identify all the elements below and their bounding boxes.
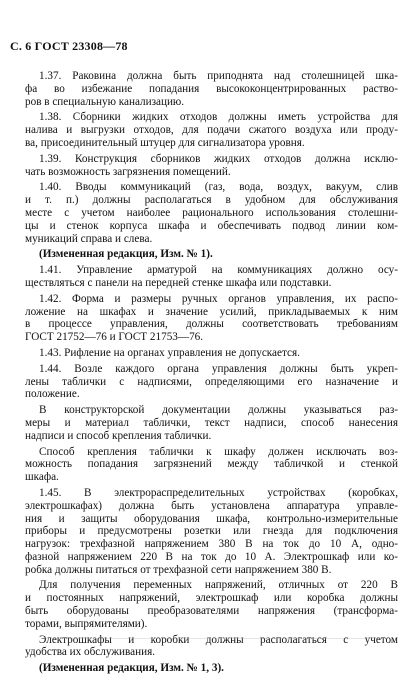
text-line: налива и выгрузки отходов, для подачи сжатого воздуха или проду- xyxy=(25,124,398,137)
text-line: месте с учетом наиболее рационального использования столешни- xyxy=(25,206,398,219)
text-line: 1.45. В электрораспределительных устройствах (коробках, xyxy=(39,486,398,499)
text-line: 1.41. Управление арматурой на коммуникациях должно осу- xyxy=(39,264,398,277)
text-line: 1.42. Форма и размеры ручных органов управления, их распо- xyxy=(39,292,398,305)
amendment-note xyxy=(25,662,398,675)
paragraph xyxy=(25,264,398,290)
paragraph xyxy=(25,363,398,401)
paragraph xyxy=(25,70,398,108)
text-line: шкафа. xyxy=(25,471,59,484)
text-line: фа во избежание попадания высококонцентрированных раство- xyxy=(25,82,398,95)
text-line: Электрошкафы и коробки должны располагаться с учетом xyxy=(39,633,398,646)
text-line: положение. xyxy=(25,388,80,401)
paragraph xyxy=(25,404,398,442)
bottom-divider xyxy=(42,638,382,639)
text-line: ГОСТ 21752—76 и ГОСТ 21753—76. xyxy=(25,331,204,344)
text-line: фазной напряжением 220 В на ток до 10 А. Электрошкаф или ко- xyxy=(25,550,398,563)
text-line: приборы и предусмотрены розетки или гнезда для подключения xyxy=(25,525,398,538)
text-line: удобства их обслуживания. xyxy=(25,646,156,659)
text-line: и постоянных напряжений, электрошкаф или коробка должны xyxy=(25,592,398,605)
text-line: муникаций справа и слева. xyxy=(25,232,153,245)
text-line: в процессе управления, должны соответствовать требованиям xyxy=(25,318,398,331)
text-line: Способ крепления таблички к шкафу должен исключать воз- xyxy=(39,445,398,458)
text-line: нагрузок: трехфазной напряжением 380 В на ток до 10 А, одно- xyxy=(25,538,398,551)
paragraph xyxy=(25,579,398,630)
text-line: ществляться с панели на передней стенке шкафа или подставки. xyxy=(25,276,332,289)
paragraph xyxy=(25,446,398,484)
text-line: лены таблички с надписями, определяющими его назначение и xyxy=(25,375,398,388)
text-line: В конструкторской документации должны указываться раз- xyxy=(39,404,398,417)
paragraph xyxy=(25,181,398,245)
paragraph xyxy=(25,293,398,344)
text-line: и т. п.) должны располагаться в удобном для обслуживания xyxy=(25,194,398,207)
text-line: ния и защиты оборудования шкафа, контрольно-измерительные xyxy=(25,512,398,525)
text-line: можность попадания загрязнений между табличкой и стенкой xyxy=(25,458,398,471)
text-line: 1.38. Сборники жидких отходов должны иметь устройства для xyxy=(39,111,398,124)
text-line: ложение на шкафах и значение усилий, прикладываемых к ним xyxy=(25,305,398,318)
text-line: 1.40. Вводы коммуникаций (газ, вода, воздух, вакуум, слив xyxy=(39,181,398,194)
paragraph xyxy=(25,487,398,577)
paragraph xyxy=(25,347,398,360)
text-line: ва, присоединительный штуцер для сигнализатора уровня. xyxy=(25,136,305,149)
text-line: (Измененная редакция, Изм. № 1). xyxy=(39,248,213,261)
text-line: меры и материал таблички, текст надписи, способ нанесения xyxy=(25,416,398,429)
text-line: ров в специальную канализацию. xyxy=(25,95,185,108)
text-line: торами, выпрямителями). xyxy=(25,617,148,630)
amendment-note xyxy=(25,248,398,261)
text-line: чать возможность загрязнения помещений. xyxy=(25,165,231,178)
text-line: быть оборудованы преобразователями напряжения (трансформа- xyxy=(25,605,398,618)
text-line: 1.44. Возле каждого органа управления должны быть укреп- xyxy=(39,362,398,375)
text-line: (Измененная редакция, Изм. № 1, 3). xyxy=(39,662,224,675)
text-line: цы и стенок корпуса шкафа и обеспечивать подвод линии ком- xyxy=(25,219,398,232)
text-line: 1.39. Конструкция сборников жидких отходов должна исклю- xyxy=(39,152,398,165)
text-line: Для получения переменных напряжений, отличных от 220 В xyxy=(39,579,398,592)
text-line: 1.43. Рифление на органах управления не допускается. xyxy=(39,346,300,359)
paragraph xyxy=(25,111,398,149)
text-line: электрошкафах) должна быть установлена аппаратура управле- xyxy=(25,499,398,512)
text-line: надписи и способ крепления таблички. xyxy=(25,429,212,442)
text-line: робка должны питаться от трехфазной сети напряжением 380 В. xyxy=(25,563,332,576)
document-body xyxy=(25,70,398,678)
text-line: 1.37. Раковина должна быть приподнята над столешницей шка- xyxy=(39,70,398,82)
page-header: С. 6 ГОСТ 23308—78 xyxy=(10,39,128,53)
paragraph xyxy=(25,153,398,179)
